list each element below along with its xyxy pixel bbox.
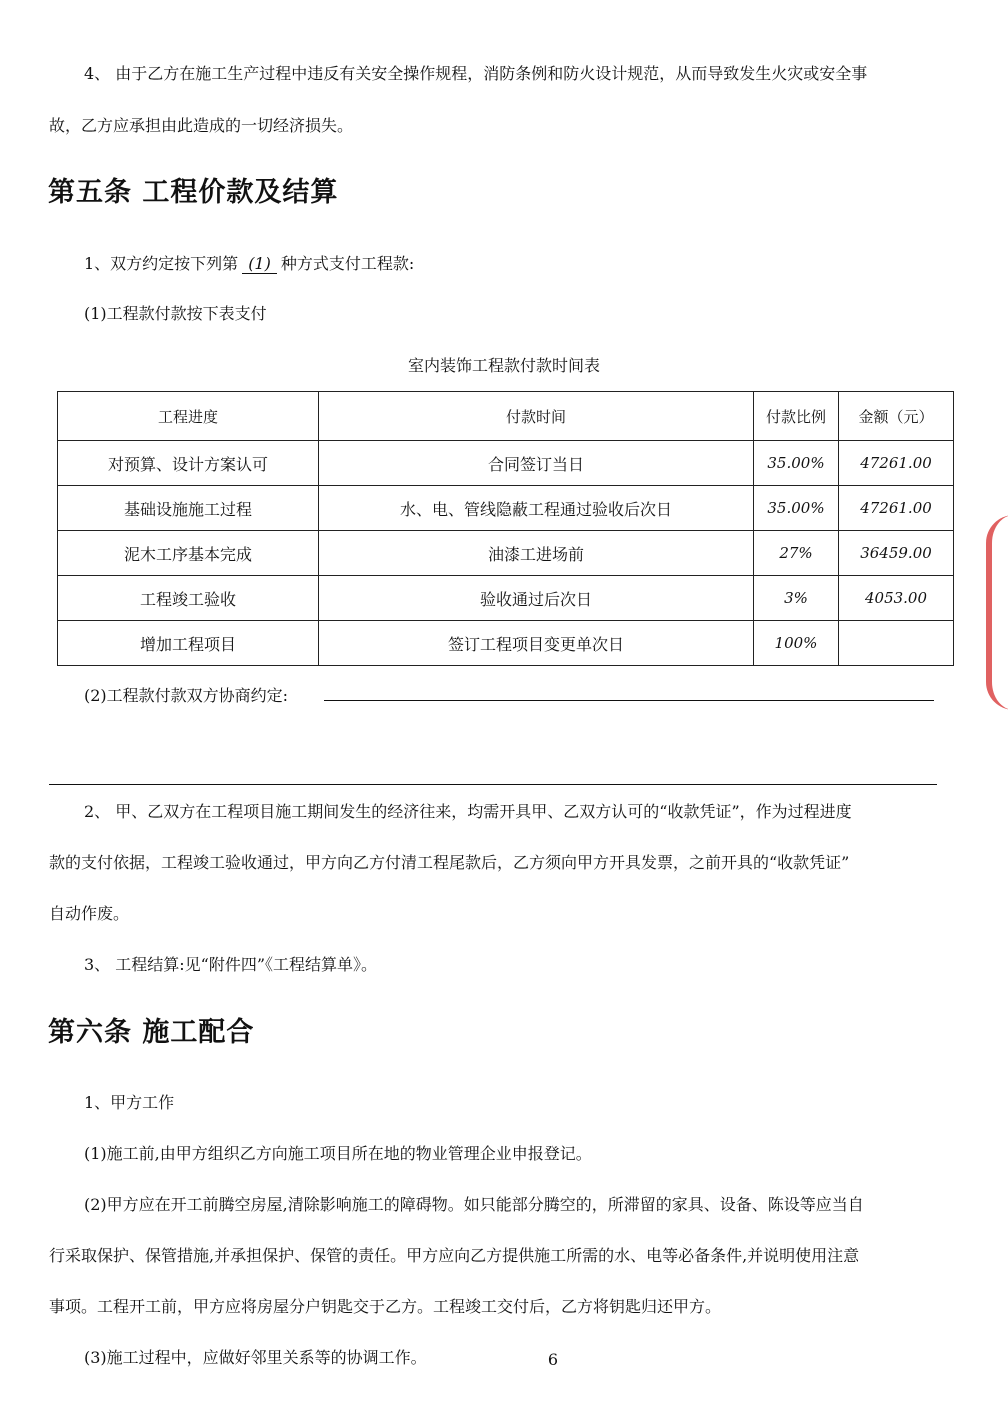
section-6-sub-1: (1)施工前,由甲方组织乙方向施工项目所在地的物业管理企业申报登记。: [84, 1144, 592, 1163]
cell-ratio: 100%: [754, 621, 839, 666]
cell-amount: 4053.00: [839, 576, 954, 621]
fill-in-line-2: [49, 784, 937, 785]
section-5-item-2-line-3: 自动作废。: [49, 904, 130, 923]
clause-4-line-1: 4、 由于乙方在施工生产过程中违反有关安全操作规程，消防条例和防火设计规范，从而导致发生火灾或安全事: [84, 64, 868, 83]
cell-time: 水、电、管线隐蔽工程通过验收后次日: [319, 486, 754, 531]
fill-in-line-1: [324, 700, 934, 701]
section-6-heading: 第六条 施工配合: [48, 1017, 255, 1048]
cell-ratio: 27%: [754, 531, 839, 576]
section-5-item-2-line-2: 款的支付依据，工程竣工验收通过，甲方向乙方付清工程尾款后，乙方须向甲方开具发票，之前开具的“收款凭证”: [49, 853, 850, 872]
header-amount: 金额（元）: [839, 392, 954, 441]
cell-amount: 47261.00: [839, 441, 954, 486]
section-6-sub-2-line-2: 行采取保护、保管措施,并承担保护、保管的责任。甲方应向乙方提供施工所需的水、电等必备条件,并说明使用注意: [49, 1246, 860, 1265]
section-5-item-1: [84, 254, 414, 274]
cell-stage: 对预算、设计方案认可: [58, 441, 319, 486]
table-row: [58, 576, 954, 621]
section-6-sub-3: (3)施工过程中，应做好邻里关系等的协调工作。: [84, 1348, 427, 1367]
payment-method-choice: (1): [242, 255, 277, 274]
cell-ratio: 35.00%: [754, 441, 839, 486]
payment-schedule-table: [57, 391, 954, 666]
cell-time: 签订工程项目变更单次日: [319, 621, 754, 666]
cell-stage: 基础设施施工过程: [58, 486, 319, 531]
table-row: [58, 486, 954, 531]
section-6-item-1: 1、甲方工作: [84, 1093, 175, 1112]
header-ratio: 付款比例: [754, 392, 839, 441]
section-5-sub-1: (1)工程款付款按下表支付: [84, 304, 267, 323]
cell-stage: 工程竣工验收: [58, 576, 319, 621]
table-header-row: [58, 392, 954, 441]
section-5-item-2-line-1: 2、 甲、乙双方在工程项目施工期间发生的经济往来，均需开具甲、乙双方认可的“收款凭证”，作为过程进度: [84, 802, 852, 821]
cell-time: 合同签订当日: [319, 441, 754, 486]
section-5-sub-2: (2)工程款付款双方协商约定:: [84, 686, 289, 705]
header-stage: 工程进度: [58, 392, 319, 441]
item-1-suffix: 种方式支付工程款:: [280, 254, 415, 273]
cell-ratio: 3%: [754, 576, 839, 621]
table-row: [58, 621, 954, 666]
seal-stamp-fragment: [986, 515, 1008, 710]
section-6-sub-2-line-3: 事项。工程开工前，甲方应将房屋分户钥匙交于乙方。工程竣工交付后，乙方将钥匙归还甲方。: [49, 1297, 722, 1316]
item-1-prefix: 1、双方约定按下列第: [84, 254, 239, 273]
cell-stage: 泥木工序基本完成: [58, 531, 319, 576]
section-5-heading: 第五条 工程价款及结算: [48, 177, 339, 208]
page-number: 6: [547, 1350, 559, 1369]
payment-table-title: 室内装饰工程款付款时间表: [407, 356, 600, 375]
cell-amount: [839, 621, 954, 666]
section-5-item-3: 3、 工程结算:见“附件四”《工程结算单》。: [84, 955, 378, 974]
section-6-sub-2-line-1: (2)甲方应在开工前腾空房屋,清除影响施工的障碍物。如只能部分腾空的，所滞留的家具、设备、陈设等应当自: [84, 1195, 864, 1214]
table-row: [58, 441, 954, 486]
header-time: 付款时间: [319, 392, 754, 441]
cell-time: 油漆工进场前: [319, 531, 754, 576]
table-row: [58, 531, 954, 576]
cell-stage: 增加工程项目: [58, 621, 319, 666]
cell-amount: 47261.00: [839, 486, 954, 531]
cell-ratio: 35.00%: [754, 486, 839, 531]
cell-time: 验收通过后次日: [319, 576, 754, 621]
cell-amount: 36459.00: [839, 531, 954, 576]
clause-4-line-2: 故，乙方应承担由此造成的一切经济损失。: [49, 116, 354, 135]
